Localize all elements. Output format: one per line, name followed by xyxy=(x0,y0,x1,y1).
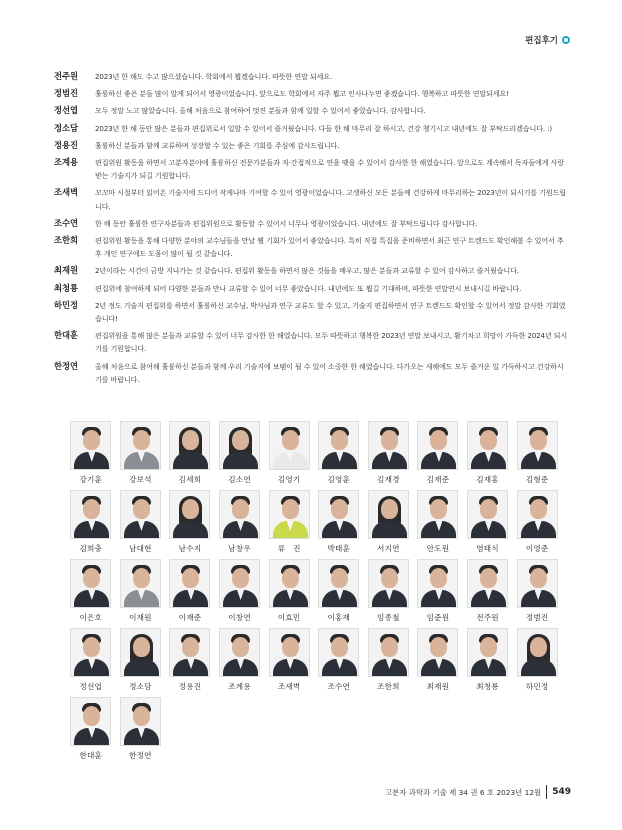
editor-card xyxy=(66,490,116,559)
portrait-photo xyxy=(517,421,558,470)
editor-photo-grid xyxy=(66,421,566,766)
editor-name: 이영준 xyxy=(525,544,549,553)
comment-author: 조한희 xyxy=(54,235,79,246)
editor-name: 정용진 xyxy=(178,682,202,691)
footer-journal-info: 고분자 과학과 기술 제 34 권 6 호 2023년 12월 xyxy=(384,787,542,797)
editor-card xyxy=(463,559,513,628)
editor-card xyxy=(314,421,364,490)
comment-author: 한정연 xyxy=(54,360,79,371)
portrait-photo xyxy=(219,421,260,470)
comment-text: 꼬꼬마 시절부터 읽어온 기술지에 드디어 작게나마 기여할 수 있어 영광이었습니다. 고생하신 모든 분들께 건강하게 마무리하는 2023년이 되시기를 기원드립니다. xyxy=(95,188,566,211)
portrait-photo xyxy=(467,490,508,539)
comment-author: 조계용 xyxy=(54,157,79,168)
portrait-photo xyxy=(120,697,161,746)
comment-text: 편집위원 활동을 통해 다양한 분야의 교수님들을 만날 뵐 기회가 있어서 좋았습니다. 특히 직접 특집을 준비하면서 최근 연구 트렌드도 확인해볼 수 있어서 추후 개인 연구에도 도움이 많이 될 것 같습니다. xyxy=(95,236,564,259)
editor-card xyxy=(165,490,215,559)
editor-card xyxy=(66,628,116,697)
editor-name: 김소연 xyxy=(228,475,251,484)
comment-text: 편집위원을 통해 많은 분들과 교류할 수 있어 너무 감사한 한 해였습니다. 모두 따뜻하고 행복한 2023년 연말 보내시고, 활기차고 희망이 가득한 2024년 되시기를 기원합니다. xyxy=(95,331,568,354)
editor-name: 조계용 xyxy=(228,682,251,691)
portrait-photo xyxy=(417,559,458,608)
comment-text: 모두 정말 노고 많았습니다. 올해 처음으로 참여하여 멋진 분들과 함께 일할 수 있어서 좋았습니다. 감사합니다. xyxy=(95,106,426,116)
portrait-photo xyxy=(318,628,359,677)
comment-author: 정용진 xyxy=(54,139,79,150)
portrait-photo xyxy=(368,490,409,539)
portrait-photo xyxy=(70,628,111,677)
portrait-photo xyxy=(120,490,161,539)
portrait-photo xyxy=(70,490,111,539)
portrait-photo xyxy=(169,559,210,608)
editor-name: 임종철 xyxy=(377,613,400,622)
editor-name: 강기훈 xyxy=(79,475,103,484)
portrait-photo xyxy=(467,421,508,470)
editor-name: 류 진 xyxy=(277,544,301,553)
editor-name: 박태훈 xyxy=(327,544,351,553)
portrait-photo xyxy=(269,421,310,470)
portrait-photo xyxy=(269,559,310,608)
comment-entry xyxy=(54,139,570,152)
editor-name: 조수연 xyxy=(327,682,351,691)
editor-name: 남수지 xyxy=(178,544,202,553)
page-number: 549 xyxy=(552,787,571,797)
comment-entry xyxy=(54,264,570,277)
comment-entry xyxy=(54,282,570,295)
editor-card xyxy=(116,697,166,766)
editor-card xyxy=(215,421,265,490)
editor-name: 조한희 xyxy=(377,682,400,691)
portrait-photo xyxy=(467,559,508,608)
editor-name: 하민정 xyxy=(525,682,549,691)
editor-card xyxy=(413,421,463,490)
portrait-photo xyxy=(219,490,260,539)
comment-entry xyxy=(54,87,570,100)
editor-card xyxy=(512,490,562,559)
comment-entry xyxy=(54,360,570,386)
editor-card xyxy=(413,490,463,559)
portrait-photo xyxy=(517,559,558,608)
comment-entry xyxy=(54,186,570,212)
section-tag xyxy=(525,34,570,46)
comment-entry xyxy=(54,234,570,260)
editor-name: 김형준 xyxy=(525,475,549,484)
portrait-photo xyxy=(169,628,210,677)
photo-row xyxy=(66,421,566,490)
circle-bullet-icon xyxy=(562,36,570,44)
editor-card xyxy=(165,559,215,628)
portrait-photo xyxy=(219,559,260,608)
editor-name: 임준원 xyxy=(426,613,450,622)
comment-author: 조새벽 xyxy=(54,187,79,198)
portrait-photo xyxy=(417,421,458,470)
comment-author: 최청룡 xyxy=(54,282,79,293)
comment-text: 편집위원 활동을 하면서 고분자분야에 훌륭하신 전문가분들과 직·간접적으로 연을 맺을 수 있어서 감사한 한 해였습니다. 앞으로도 계속해서 독자들에게 사랑받는 기술지가 되길 기원합니다. xyxy=(95,158,564,181)
editor-card xyxy=(66,559,116,628)
section-tag-label: 편집후기 xyxy=(525,36,558,46)
editor-card xyxy=(264,628,314,697)
editor-card xyxy=(364,628,414,697)
portrait-photo xyxy=(169,490,210,539)
editor-name: 김재홍 xyxy=(476,475,499,484)
comment-text: 한 해 동안 훌륭한 연구자분들과 편집위원으로 활동할 수 있어서 너무나 영광이었습니다. 내년에도 잘 부탁드립니다 감사합니다. xyxy=(95,218,478,228)
editor-name: 최청룡 xyxy=(476,682,499,691)
editor-card xyxy=(264,421,314,490)
comment-text: 훌륭하신 좋은 분들 많이 알게 되어서 영광이었습니다. 앞으로도 학회에서 자주 뵙고 인사나누면 좋겠습니다. 행복하고 따뜻한 연말되세요! xyxy=(95,89,509,99)
editor-name: 한정연 xyxy=(129,751,152,760)
portrait-photo xyxy=(70,421,111,470)
editor-name: 김영기 xyxy=(277,475,301,484)
comment-author: 전주원 xyxy=(54,71,79,81)
portrait-photo xyxy=(219,628,260,677)
portrait-photo xyxy=(318,490,359,539)
editor-card xyxy=(215,628,265,697)
editor-card xyxy=(413,559,463,628)
editor-name: 이효민 xyxy=(277,613,301,622)
portrait-photo xyxy=(368,628,409,677)
editor-name: 이창연 xyxy=(228,613,251,622)
editor-name: 한대훈 xyxy=(79,751,103,760)
editor-card xyxy=(463,490,513,559)
comment-entry xyxy=(54,217,570,230)
editor-card xyxy=(463,421,513,490)
editor-card xyxy=(314,490,364,559)
editor-name: 김세희 xyxy=(178,475,202,484)
comment-text: 훌륭하신 분들과 함께 교류하며 성장할 수 있는 좋은 기회를 주심에 감사드립니다. xyxy=(95,140,340,150)
editor-name: 안도원 xyxy=(426,544,450,553)
editor-card xyxy=(413,628,463,697)
editor-name: 남창우 xyxy=(228,544,251,553)
comment-text: 올해 처음으로 참여해 훌륭하신 분들과 함께 우리 기술지에 보탬이 될 수 있어 소중한 한 해였습니다. 다가오는 새해에도 모두 즐거운 일 가득하시고 건강하시기를 바랍니다. xyxy=(95,361,564,384)
editor-comments-list xyxy=(54,70,570,390)
editor-name: 김영훈 xyxy=(327,475,351,484)
editor-name: 이홍재 xyxy=(327,613,351,622)
comment-text: 편집위에 참여하게 되어 다양한 분들과 만나 교류할 수 있어 너무 좋았습니다. 내년에도 또 뵙길 기대하며, 따뜻한 연말연시 보내시길 바랍니다. xyxy=(95,283,522,293)
portrait-photo xyxy=(120,421,161,470)
comment-entry xyxy=(54,329,570,355)
editor-name: 서지연 xyxy=(377,544,400,553)
portrait-photo xyxy=(417,628,458,677)
comment-author: 하민정 xyxy=(54,299,79,310)
comment-author: 한대훈 xyxy=(54,330,79,341)
editor-name: 김희충 xyxy=(79,544,103,553)
editor-card xyxy=(116,628,166,697)
editor-card xyxy=(66,421,116,490)
portrait-photo xyxy=(269,490,310,539)
footer-divider xyxy=(546,785,547,799)
comment-entry xyxy=(54,104,570,117)
comment-text: 2년 정도 기술지 편집위를 하면서 훌륭하신 교수님, 박사님과 연구 교류도 할 수 있고, 기술지 편집하면서 연구 트렌드도 확인할 수 있어서 정말 감사한 기회였습니다! xyxy=(95,300,566,324)
editor-card xyxy=(364,490,414,559)
editor-name: 강보석 xyxy=(129,475,152,484)
editor-card xyxy=(165,628,215,697)
editor-card xyxy=(116,490,166,559)
photo-row xyxy=(66,697,566,766)
portrait-photo xyxy=(120,559,161,608)
editor-card xyxy=(264,559,314,628)
editor-card xyxy=(165,421,215,490)
editor-name: 최재원 xyxy=(426,682,450,691)
editor-card xyxy=(215,559,265,628)
comment-author: 정소담 xyxy=(54,122,79,133)
portrait-photo xyxy=(120,628,161,677)
editor-card xyxy=(512,628,562,697)
comment-author: 최재원 xyxy=(54,265,79,276)
editor-name: 김재경 xyxy=(377,475,400,484)
comment-text: 2023년 한 해도 수고 많으셨습니다. 학회에서 뵙겠습니다. 따뜻한 연말 되세요. xyxy=(95,72,333,81)
portrait-photo xyxy=(417,490,458,539)
editor-name: 정선엽 xyxy=(79,682,103,691)
page-footer xyxy=(385,785,571,799)
editor-name: 정소담 xyxy=(129,682,152,691)
photo-row xyxy=(66,628,566,697)
comment-author: 정선엽 xyxy=(54,105,79,116)
editor-card xyxy=(264,490,314,559)
editor-card xyxy=(463,628,513,697)
editor-name: 이재준 xyxy=(178,613,202,622)
portrait-photo xyxy=(517,490,558,539)
editor-name: 염태식 xyxy=(476,544,499,553)
portrait-photo xyxy=(269,628,310,677)
editor-card xyxy=(215,490,265,559)
comment-entry xyxy=(54,156,570,182)
portrait-photo xyxy=(70,559,111,608)
comment-author: 정범진 xyxy=(54,88,79,99)
portrait-photo xyxy=(70,697,111,746)
editor-card xyxy=(512,559,562,628)
comment-entry xyxy=(54,70,570,83)
editor-card xyxy=(116,421,166,490)
editor-name: 남대현 xyxy=(129,544,152,553)
editor-name: 이재원 xyxy=(129,613,152,622)
editor-name: 조새벽 xyxy=(277,682,301,691)
portrait-photo xyxy=(318,421,359,470)
comment-author: 조수연 xyxy=(54,217,79,228)
editor-name: 전주원 xyxy=(476,613,499,622)
editor-name: 김재준 xyxy=(426,475,450,484)
portrait-photo xyxy=(169,421,210,470)
photo-row xyxy=(66,490,566,559)
comment-entry xyxy=(54,299,570,325)
editor-card xyxy=(364,421,414,490)
photo-row xyxy=(66,559,566,628)
editor-card xyxy=(314,628,364,697)
portrait-photo xyxy=(318,559,359,608)
comment-text: 2년이라는 시간이 금방 지나가는 것 같습니다. 편집위 활동을 하면서 많은 것들을 배우고, 많은 분들과 교류할 수 있어 감사하고 즐거웠습니다. xyxy=(95,266,519,276)
portrait-photo xyxy=(517,628,558,677)
comment-text: 2023년 한 해 동안 많은 분들과 편집위로서 일할 수 있어서 즐거웠습니다. 다들 한 해 마무리 잘 하시고, 건강 챙기시고 내년에도 잘 부탁드리겠습니다. :) xyxy=(95,123,552,133)
comment-entry xyxy=(54,122,570,135)
editor-name: 정범진 xyxy=(525,613,549,622)
editor-card xyxy=(364,559,414,628)
editor-card xyxy=(66,697,116,766)
portrait-photo xyxy=(368,559,409,608)
portrait-photo xyxy=(368,421,409,470)
editor-name: 이은호 xyxy=(79,613,103,622)
portrait-photo xyxy=(467,628,508,677)
editor-card xyxy=(512,421,562,490)
editor-card xyxy=(116,559,166,628)
editor-card xyxy=(314,559,364,628)
